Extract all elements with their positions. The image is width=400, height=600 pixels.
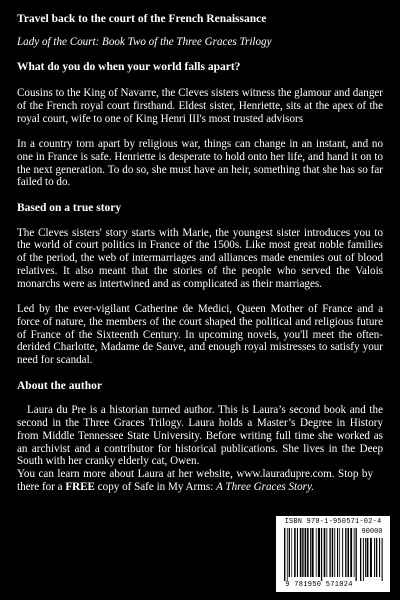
barcode-bar	[297, 528, 298, 577]
barcode-bar	[370, 538, 372, 577]
barcode-bar	[316, 528, 317, 577]
ean-barcode-bars	[284, 528, 358, 581]
barcode-bar	[350, 528, 352, 577]
barcode-bar	[305, 528, 307, 577]
barcode-bar	[302, 528, 303, 577]
barcode-bar	[307, 528, 309, 577]
barcode-bar	[354, 528, 355, 577]
barcode-bar	[374, 538, 375, 577]
barcode-bar	[334, 528, 335, 577]
barcode-bar	[287, 528, 288, 581]
barcode-bar	[324, 528, 326, 577]
barcode-bar	[382, 538, 383, 581]
headline: Travel back to the court of the French Renaissance	[17, 13, 267, 25]
barcode-bar	[342, 528, 343, 577]
barcode-bar	[321, 528, 322, 581]
isbn-barcode	[276, 516, 390, 592]
barcode-bar	[326, 528, 327, 577]
barcode-bar	[363, 538, 364, 581]
free-word: FREE	[65, 480, 95, 493]
book-subtitle: Lady of the Court: Book Two of the Three Graces Trilogy	[17, 35, 272, 48]
barcode-bar	[312, 528, 314, 577]
barcode-bar	[347, 528, 349, 577]
barcode-bar	[345, 528, 346, 577]
barcode-bar	[294, 528, 296, 577]
synopsis-paragraph-1: Cousins to the King of Navarre, the Cleves sisters witness the glamour and danger of the French royal court firsthand. Eldest sister, Henriette, sits at the apex of the royal court, wife to one of King Henri III's most trusted advisors	[17, 87, 383, 125]
barcode-bar	[332, 528, 333, 577]
barcode-bar	[360, 538, 361, 581]
barcode-bar	[367, 538, 369, 577]
synopsis-paragraph-4: Led by the ever-vigilant Catherine de Medici, Queen Mother of France and a force of nature, the members of the court shaped the political and religious future of France of the Sixteenth Century. In upcoming novels, you'll meet the often- derided Charlotte, Madame de Sauve, and enough royal mistresses to satisfy your need for scandal.	[17, 303, 383, 367]
website-paragraph	[17, 468, 373, 493]
author-bio: Laura du Pre is a historian turned author. This is Laura’s second book and the second in the Three Graces Trilogy. Laura holds a Master’s Degree in History from Middle Tennessee State University. Before writing full time she worked as an archivist and a contributor for historical publications. She lives in the Deep South with her cranky elderly cat, Owen.	[17, 404, 383, 468]
barcode-bar	[310, 528, 311, 577]
barcode-bar	[284, 528, 285, 581]
barcode-bar	[337, 528, 338, 577]
isbn-label: ISBN 978-1-950571-02-4	[284, 518, 382, 526]
free-story-title: A Three Graces Story.	[216, 480, 315, 493]
barcode-bar	[291, 528, 292, 577]
barcode-bar	[289, 528, 290, 577]
barcode-bar	[356, 528, 357, 581]
barcode-bar	[339, 528, 340, 577]
website-text: You can learn more about Laura at her website, www.lauradupre.com. Stop by there for a	[17, 467, 373, 493]
price-addon-number: 90000	[361, 528, 383, 536]
synopsis-paragraph-2: In a country torn apart by religious war, things can change in an instant, and no one in France is safe. Henriette is desperate to hold onto her life, and hand it on to the next generation. To do so, she must have an heir, something that she has so far failed to do.	[17, 138, 383, 189]
barcode-bar	[376, 538, 377, 577]
author-heading: About the author	[17, 379, 102, 392]
addon-barcode-bars	[360, 538, 384, 581]
free-offer-text: copy of Safe in My Arms:	[97, 480, 214, 493]
synopsis-paragraph-3: The Cleves sisters' story starts with Marie, the youngest sister introduces you to the world of court politics in France of the 1500s. Like most great noble families of the period, the web of intermarriages and alliances made enemies out of blood relatives. It also meant that the stories of the people who served the Valois monarchs were as intertwined and as complicated as their marriages.	[17, 226, 383, 290]
barcode-bar	[365, 538, 366, 577]
barcode-bar	[300, 528, 302, 577]
true-story-heading: Based on a true story	[17, 202, 122, 215]
barcode-bar	[318, 528, 320, 577]
barcode-bar	[329, 528, 330, 577]
ean-number: 9 781950 571024	[285, 581, 353, 589]
question-heading: What do you do when your world falls apart?	[17, 61, 241, 74]
barcode-bar	[379, 538, 380, 577]
